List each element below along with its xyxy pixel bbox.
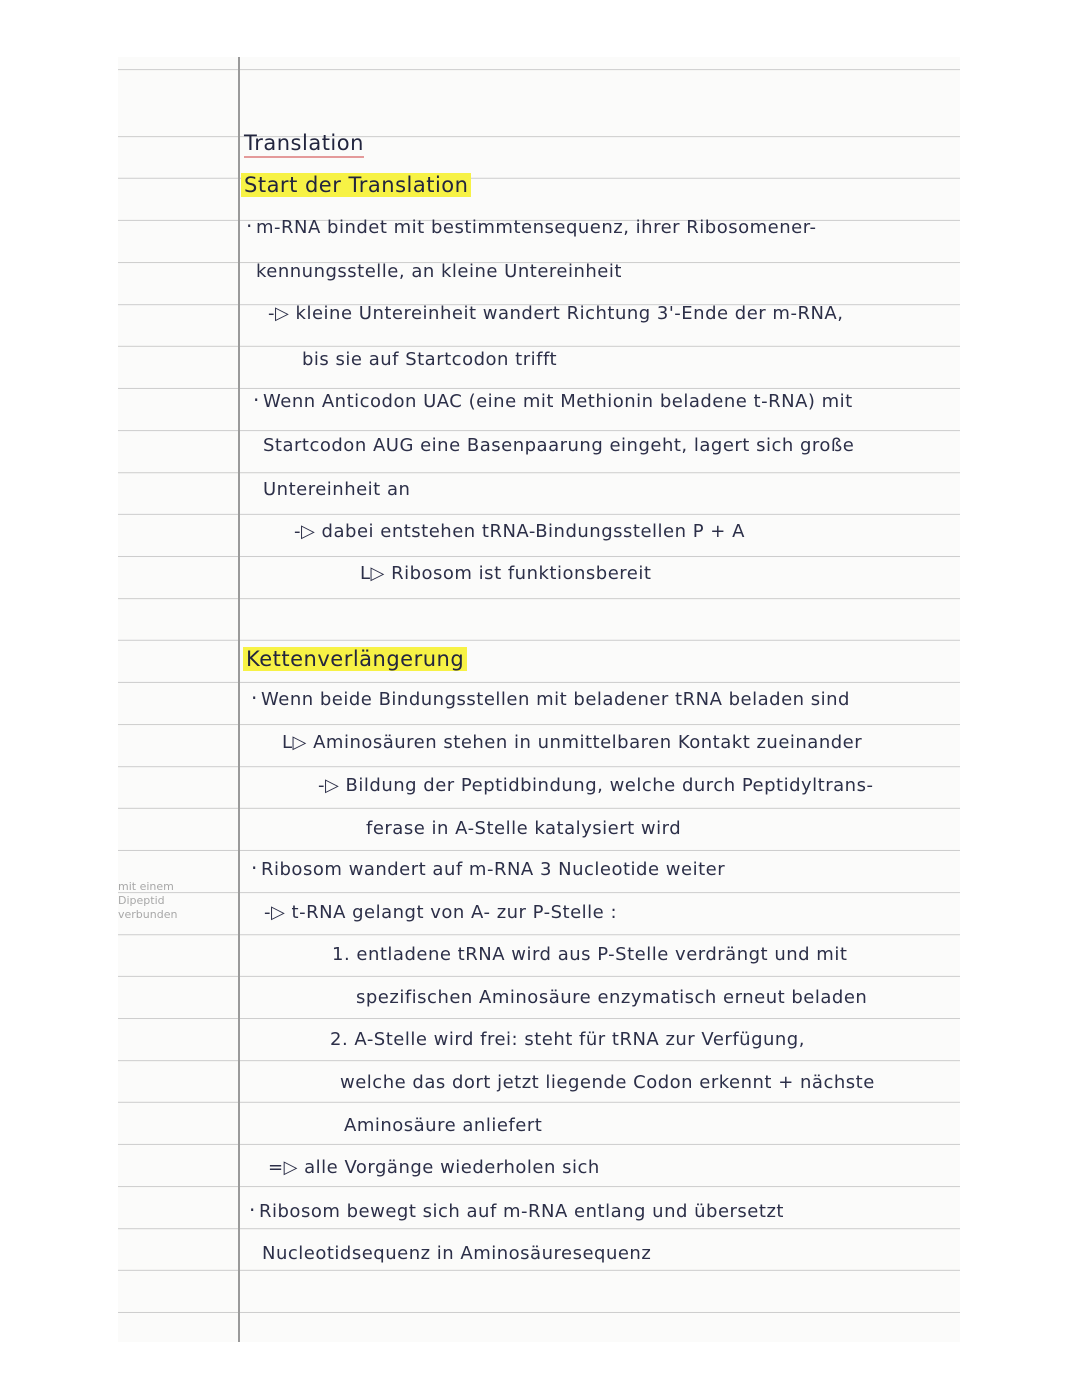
margin-note-line-1: mit einem	[118, 880, 174, 893]
note-line: -▷ Bildung der Peptidbindung, welche durch Peptidyltrans-	[318, 775, 874, 796]
note-line: Nucleotidsequenz in Aminosäuresequenz	[262, 1243, 652, 1264]
page-title-text: Translation	[244, 131, 364, 158]
section-heading	[243, 647, 467, 671]
note-line: -▷ dabei entstehen tRNA-Bindungsstellen P + A	[294, 521, 745, 542]
margin-note-line-2: Dipeptid	[118, 894, 165, 907]
section-heading	[241, 173, 471, 197]
note-line: Aminosäure anliefert	[344, 1115, 543, 1136]
note-line: -▷ t-RNA gelangt von A- zur P-Stelle :	[264, 902, 618, 923]
page-title	[244, 131, 364, 155]
note-line: L▷ Aminosäuren stehen in unmittelbaren Kontakt zueinander	[282, 732, 863, 753]
note-line: spezifischen Aminosäure enzymatisch erneut beladen	[356, 987, 868, 1008]
section-heading-text: Kettenverlängerung	[243, 647, 467, 671]
note-line: 2. A-Stelle wird frei: steht für tRNA zur Verfügung,	[330, 1029, 805, 1050]
note-line: Startcodon AUG eine Basenpaarung eingeht, lagert sich große	[263, 435, 855, 456]
margin-note-line-3: verbunden	[118, 908, 178, 921]
note-line: · m-RNA bindet mit bestimmtensequenz, ihrer Ribosomener-	[256, 217, 816, 238]
note-line: · Ribosom bewegt sich auf m-RNA entlang und übersetzt	[259, 1201, 784, 1222]
note-line: -▷ kleine Untereinheit wandert Richtung 3'-Ende der m-RNA,	[268, 303, 844, 324]
note-line: kennungsstelle, an kleine Untereinheit	[256, 261, 622, 282]
note-line: · Wenn Anticodon UAC (eine mit Methionin beladene t-RNA) mit	[263, 391, 853, 412]
note-line: =▷ alle Vorgänge wiederholen sich	[268, 1157, 600, 1178]
note-line: welche das dort jetzt liegende Codon erkennt + nächste	[340, 1072, 875, 1093]
note-line: L▷ Ribosom ist funktionsbereit	[360, 563, 652, 584]
note-line: Untereinheit an	[263, 479, 411, 500]
note-line: 1. entladene tRNA wird aus P-Stelle verdrängt und mit	[332, 944, 848, 965]
notebook-page	[118, 57, 960, 1342]
note-line: · Wenn beide Bindungsstellen mit beladener tRNA beladen sind	[261, 689, 850, 710]
note-line: bis sie auf Startcodon trifft	[302, 349, 558, 370]
note-line: · Ribosom wandert auf m-RNA 3 Nucleotide weiter	[261, 859, 725, 880]
margin-line	[238, 57, 240, 1342]
section-heading-text: Start der Translation	[241, 173, 471, 197]
note-line: ferase in A-Stelle katalysiert wird	[366, 818, 682, 839]
